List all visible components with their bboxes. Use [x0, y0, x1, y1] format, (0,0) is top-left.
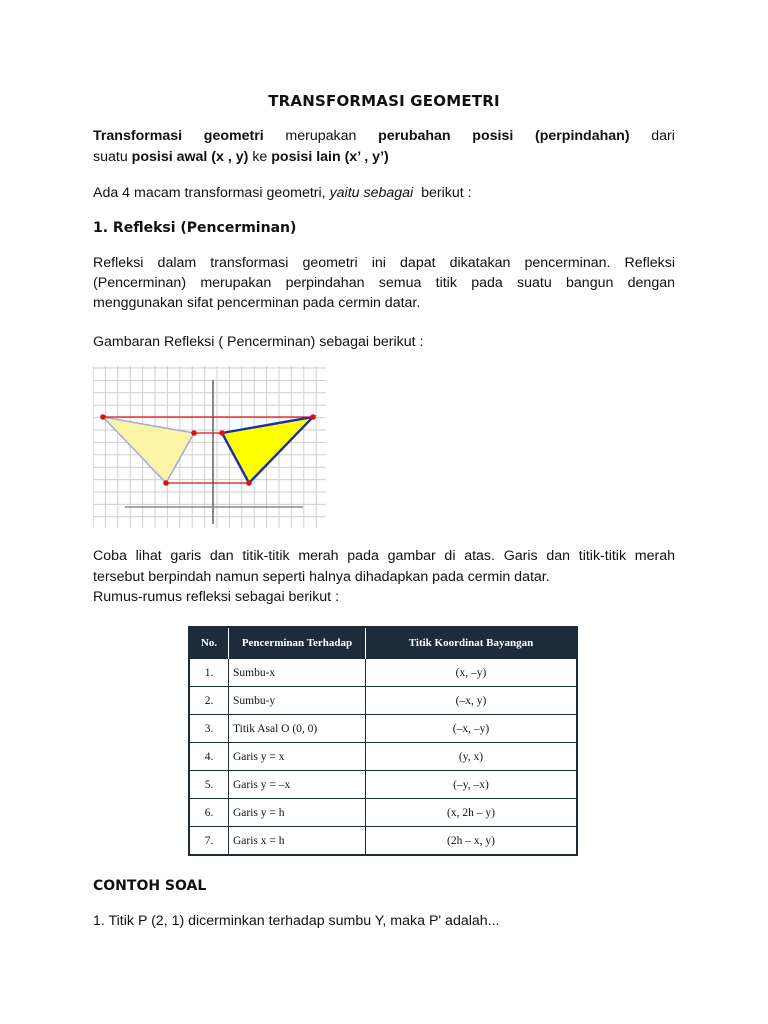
- header-pencerminan: Pencerminan Terhadap: [229, 627, 366, 659]
- row-number: 1.: [189, 659, 229, 687]
- red-point: [163, 480, 169, 486]
- after-figure-line-1: Coba lihat garis dan titik-titik merah pada gambar di atas. Garis dan titik-titik merah: [93, 548, 675, 564]
- table-header-row: [189, 627, 577, 659]
- row-pencerminan: Garis y = h: [229, 799, 366, 827]
- row-number: 2.: [189, 687, 229, 715]
- refleksi-para-line-1: Refleksi dalam transformasi geometri ini dapat dikatakan pencerminan. Refleksi: [93, 255, 675, 271]
- table-row: [189, 687, 577, 715]
- intro-text: posisi lain (x’ , y’): [271, 149, 389, 165]
- intro-line-1: [93, 126, 675, 146]
- contoh-soal-heading: CONTOH SOAL: [93, 878, 207, 894]
- refleksi-para-line-2: (Pencerminan) merupakan perpindahan semua titik pada suatu bangun dengan: [93, 275, 675, 291]
- section-heading-refleksi: 1. Refleksi (Pencerminan): [93, 220, 297, 236]
- table-body: [189, 659, 577, 856]
- intro-word: (perpindahan): [534, 128, 630, 144]
- header-koordinat: Titik Koordinat Bayangan: [366, 627, 578, 659]
- intro-text: suatu: [93, 149, 128, 165]
- row-pencerminan: Sumbu-y: [229, 687, 366, 715]
- row-number: 5.: [189, 771, 229, 799]
- row-koordinat: (–x, –y): [366, 715, 578, 743]
- reflection-diagram: [93, 366, 326, 528]
- row-koordinat: (–x, y): [366, 687, 578, 715]
- row-koordinat: (y, x): [366, 743, 578, 771]
- intro-word: Transformasi: [93, 128, 183, 144]
- refleksi-para-line-3: menggunakan sifat pencerminan pada cermin datar.: [93, 295, 421, 311]
- table-row: [189, 659, 577, 687]
- row-number: 6.: [189, 799, 229, 827]
- row-pencerminan: Titik Asal O (0, 0): [229, 715, 366, 743]
- reflection-figure: [93, 366, 326, 528]
- formula-table: [188, 626, 578, 856]
- intro-word: geometri: [203, 128, 264, 144]
- table-row: [189, 771, 577, 799]
- red-point: [310, 414, 316, 420]
- page-title: TRANSFORMASI GEOMETRI: [268, 92, 500, 110]
- table-row: [189, 715, 577, 743]
- intro-text: posisi awal (x , y): [131, 149, 249, 165]
- after-figure-line-2: tersebut berpindah namun seperti halnya dihadapkan pada cermin datar.: [93, 569, 550, 585]
- header-no: No.: [189, 627, 229, 659]
- row-koordinat: (2h – x, y): [366, 827, 578, 856]
- figure-caption: Gambaran Refleksi ( Pencerminan) sebagai berikut :: [93, 334, 424, 350]
- row-pencerminan: Garis y = x: [229, 743, 366, 771]
- types-text: Ada 4 macam transformasi geometri,: [93, 185, 326, 201]
- row-number: 4.: [189, 743, 229, 771]
- row-pencerminan: Sumbu-x: [229, 659, 366, 687]
- row-pencerminan: Garis x = h: [229, 827, 366, 856]
- types-italic: yaitu sebagai: [329, 185, 414, 201]
- intro-word: dari: [651, 128, 675, 144]
- row-number: 3.: [189, 715, 229, 743]
- row-number: 7.: [189, 827, 229, 856]
- red-point: [219, 430, 225, 436]
- row-koordinat: (x, –y): [366, 659, 578, 687]
- rumus-intro: Rumus-rumus refleksi sebagai berikut :: [93, 589, 340, 605]
- red-point: [100, 414, 106, 420]
- table-row: [189, 827, 577, 856]
- contoh-question-1: 1. Titik P (2, 1) dicerminkan terhadap sumbu Y, maka P' adalah...: [93, 913, 500, 929]
- intro-word: perubahan: [378, 128, 451, 144]
- row-pencerminan: Garis y = –x: [229, 771, 366, 799]
- row-koordinat: (–y, –x): [366, 771, 578, 799]
- table-row: [189, 743, 577, 771]
- intro-word: posisi: [472, 128, 514, 144]
- intro-word: merupakan: [285, 128, 357, 144]
- types-end: berikut :: [421, 185, 472, 201]
- row-koordinat: (x, 2h – y): [366, 799, 578, 827]
- red-point: [246, 480, 252, 486]
- intro-line-2: [93, 147, 675, 167]
- reflection-formula-table: [188, 626, 578, 856]
- types-sentence: [93, 183, 675, 203]
- table-row: [189, 799, 577, 827]
- red-point: [191, 430, 197, 436]
- intro-text: ke: [252, 149, 268, 165]
